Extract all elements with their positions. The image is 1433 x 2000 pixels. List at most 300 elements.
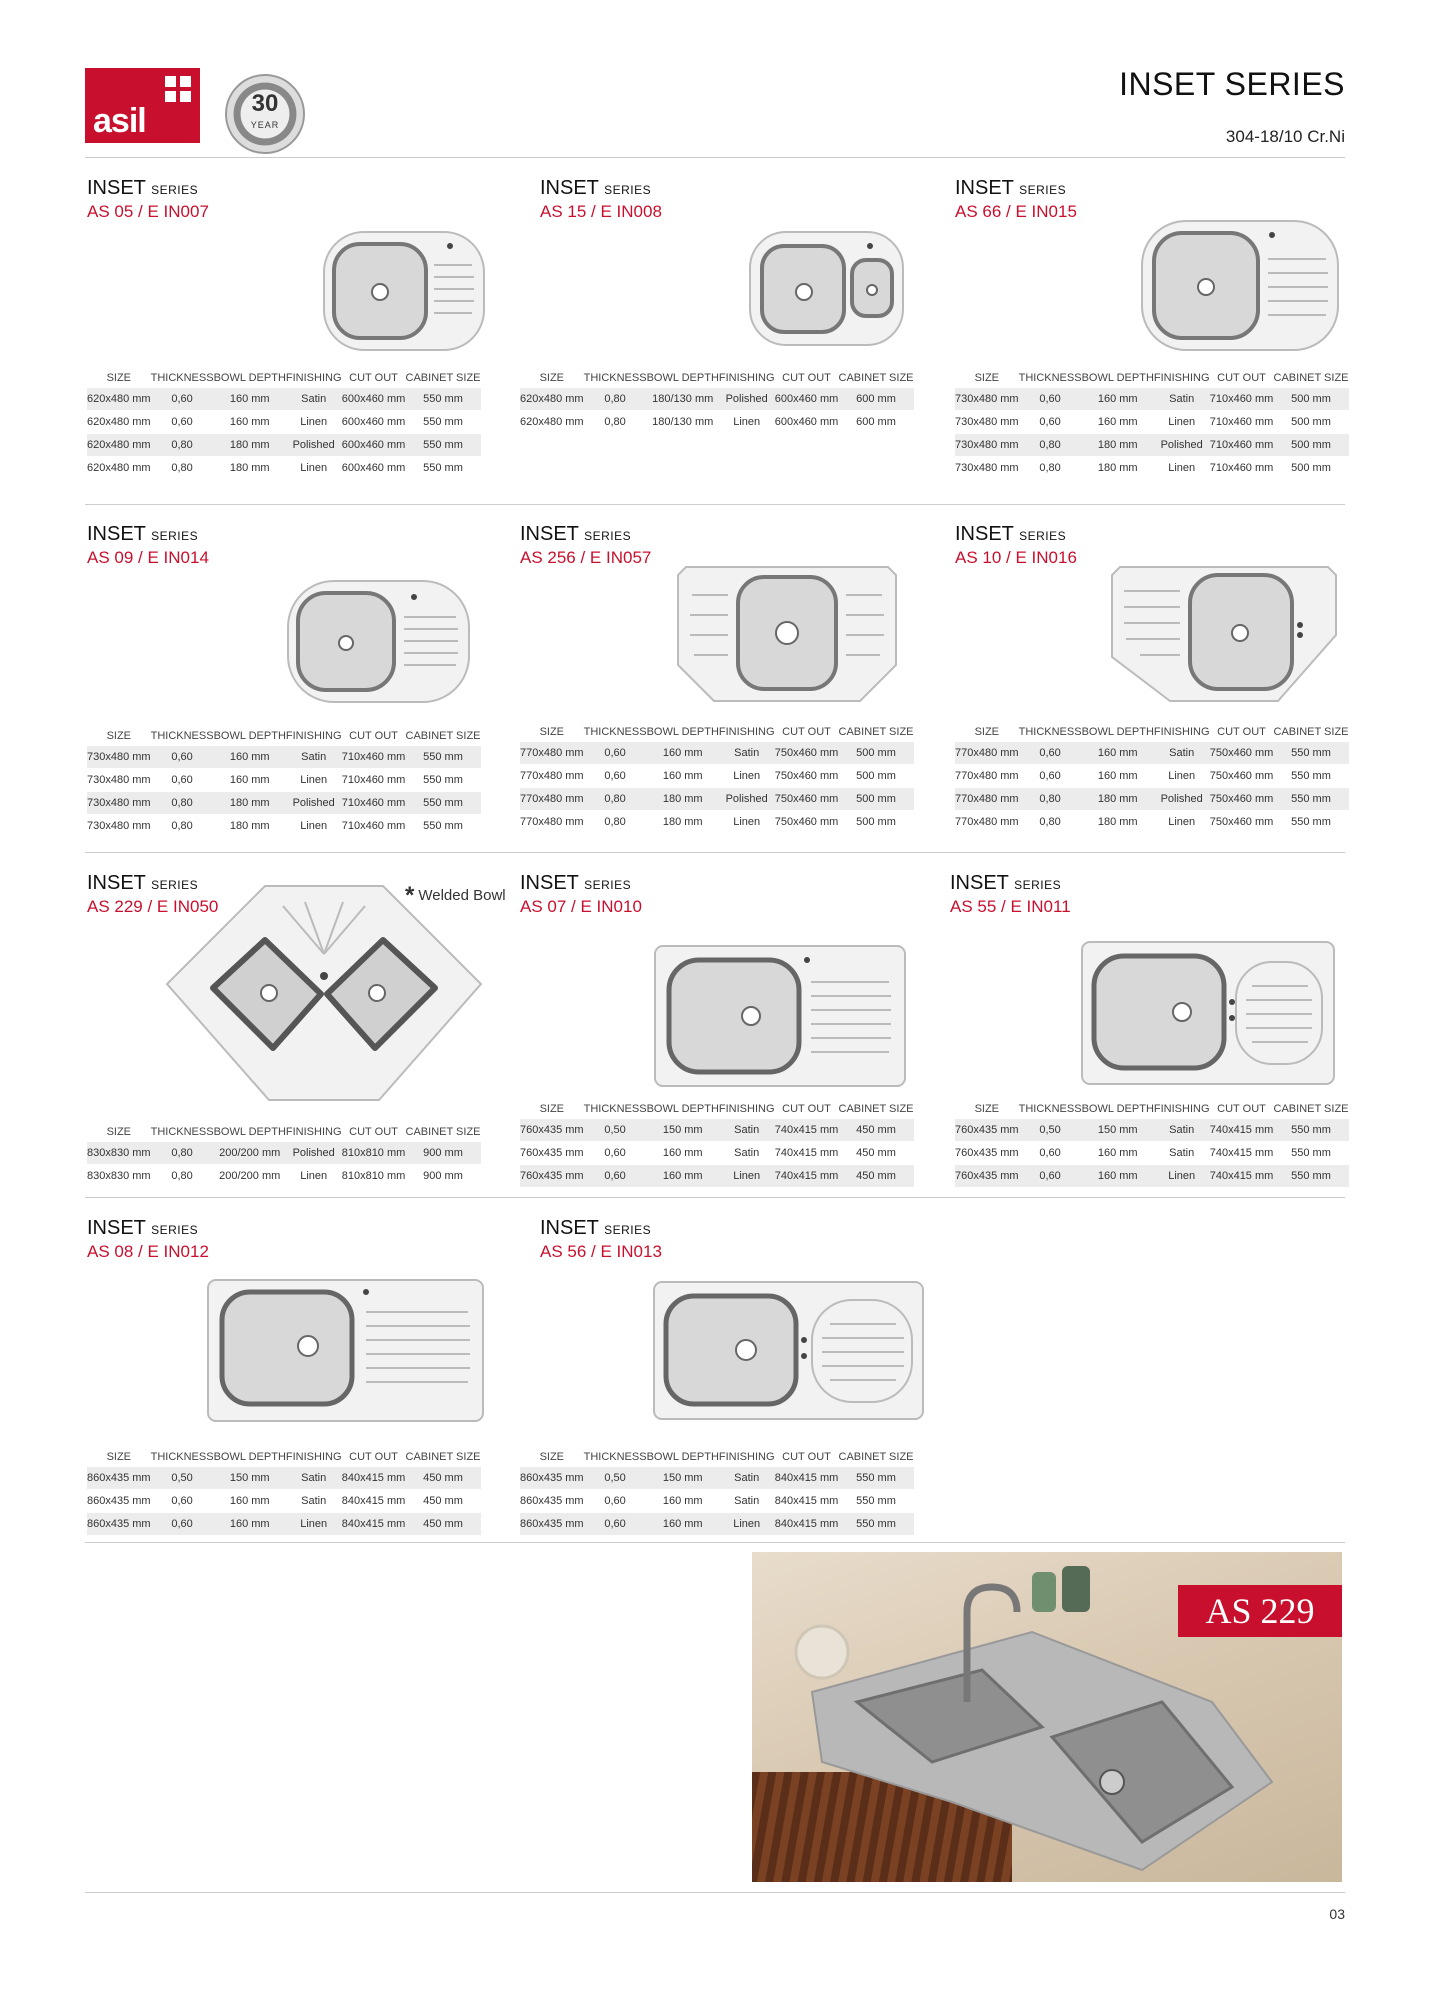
table-cell: 0,80 [151,457,214,480]
table-cell: 160 mm [1082,742,1154,765]
model-code: AS 05 / E IN007 [87,202,209,221]
table-cell: 160 mm [647,765,719,788]
product-heading [87,1217,209,1262]
table-cell: 160 mm [1082,765,1154,788]
table-row [520,1513,914,1536]
table-cell: 500 mm [1274,457,1349,480]
table-cell: Linen [719,765,775,788]
table-cell: 0,80 [151,792,214,815]
column-header: BOWL DEPTH [1081,1102,1154,1115]
table-row [955,1142,1349,1165]
column-header: BOWL DEPTH [1081,371,1154,384]
table-cell: Satin [719,1119,775,1142]
table-cell: 550 mm [1274,811,1349,834]
table-cell: 180 mm [214,815,286,838]
table-cell: 750x460 mm [1210,765,1274,788]
series-name: INSET [87,177,146,199]
table-cell: 160 mm [1082,411,1154,434]
table-cell: 160 mm [1082,1165,1154,1188]
table-cell: 160 mm [647,1142,719,1165]
table-cell: 550 mm [406,411,481,434]
table-cell: 810x810 mm [342,1165,406,1188]
table-cell: 0,80 [584,788,647,811]
table-cell: Polished [286,792,342,815]
product-heading [520,523,651,568]
table-row [955,742,1349,765]
table-cell: 730x480 mm [955,434,1019,457]
table-cell: 740x415 mm [1210,1142,1274,1165]
column-header: SIZE [974,725,1000,738]
table-cell: 550 mm [406,769,481,792]
spec-table [520,1098,914,1188]
model-code: AS 08 / E IN012 [87,1242,209,1261]
column-header: CABINET SIZE [405,1450,481,1463]
table-cell: 0,50 [151,1467,214,1490]
table-cell: 0,60 [1019,1142,1082,1165]
series-word: SERIES [1019,529,1067,543]
table-cell: 730x480 mm [87,792,151,815]
table-cell: Polished [286,434,342,457]
column-header: SIZE [539,1450,565,1463]
table-cell: 550 mm [406,792,481,815]
table-cell: 750x460 mm [1210,811,1274,834]
table-cell: 710x460 mm [342,815,406,838]
table-cell: 0,80 [584,811,647,834]
column-header: CABINET SIZE [1273,725,1349,738]
table-cell: 600x460 mm [342,411,406,434]
table-cell: 0,60 [584,765,647,788]
table-cell: 770x480 mm [520,765,584,788]
product-heading [955,177,1077,222]
table-cell: 770x480 mm [520,788,584,811]
table-cell: 770x480 mm [955,742,1019,765]
column-header: SIZE [539,1102,565,1115]
table-cell: 0,60 [151,746,214,769]
table-cell: 180 mm [647,811,719,834]
table-cell: 740x415 mm [775,1142,839,1165]
table-cell: 750x460 mm [775,788,839,811]
table-cell: 0,80 [151,1165,214,1188]
column-header: CUT OUT [782,1102,831,1115]
table-cell: 730x480 mm [87,769,151,792]
series-title [87,1217,209,1240]
table-cell: 840x415 mm [342,1513,406,1536]
column-header: CUT OUT [1217,1102,1266,1115]
model-code: AS 10 / E IN016 [955,548,1077,567]
table-cell: 160 mm [214,411,286,434]
column-header: SIZE [539,725,565,738]
column-header: FINISHING [718,1450,775,1463]
table-cell: 160 mm [647,1513,719,1536]
table-cell: 160 mm [647,1165,719,1188]
table-cell: Satin [719,1142,775,1165]
table-cell: Satin [286,388,342,411]
series-word: SERIES [604,1223,652,1237]
model-code: AS 56 / E IN013 [540,1242,662,1261]
table-row [87,815,481,838]
table-cell: 840x415 mm [775,1490,839,1513]
table-cell: 500 mm [1274,411,1349,434]
series-name: INSET [87,1217,146,1239]
product-heading [87,177,209,222]
table-cell: 620x480 mm [87,457,151,480]
spec-table [520,1446,914,1536]
series-word: SERIES [151,1223,199,1237]
table-cell: 830x830 mm [87,1142,151,1165]
column-header: CABINET SIZE [838,371,914,384]
table-cell: 500 mm [839,788,914,811]
column-header: CABINET SIZE [405,729,481,742]
sink-image-as55 [1080,940,1336,1086]
series-name: INSET [87,523,146,545]
table-cell: 150 mm [647,1467,719,1490]
series-name: INSET [955,177,1014,199]
column-header: FINISHING [1153,1102,1210,1115]
column-header: CUT OUT [782,725,831,738]
table-cell: 550 mm [1274,1142,1349,1165]
table-cell: 180 mm [1082,457,1154,480]
table-row [520,1467,914,1490]
table-cell: 0,60 [151,411,214,434]
sink-image-as66 [1140,219,1340,352]
series-word: SERIES [151,529,199,543]
table-cell: Polished [286,1142,342,1165]
divider [85,504,1345,505]
table-cell: 0,60 [151,1513,214,1536]
table-cell: 770x480 mm [955,765,1019,788]
model-code: AS 55 / E IN011 [950,897,1071,916]
table-cell: 840x415 mm [342,1490,406,1513]
table-cell: 710x460 mm [1210,434,1274,457]
table-row [955,1119,1349,1142]
column-header: CUT OUT [349,1125,398,1138]
table-cell: 600 mm [839,411,914,434]
table-cell: 0,50 [584,1467,647,1490]
table-cell: 450 mm [839,1119,914,1142]
table-row [87,1165,481,1188]
table-cell: 160 mm [214,388,286,411]
table-cell: Satin [1154,742,1210,765]
table-cell: 860x435 mm [520,1490,584,1513]
table-cell: Linen [1154,1165,1210,1188]
table-cell: 0,80 [1019,457,1082,480]
table-row [520,1165,914,1188]
page-title: INSET SERIES [1119,66,1345,102]
column-header: CUT OUT [349,729,398,742]
column-header: CABINET SIZE [838,1450,914,1463]
column-header: BOWL DEPTH [213,729,286,742]
table-cell: Linen [1154,811,1210,834]
table-cell: 600x460 mm [775,411,839,434]
table-cell: 550 mm [839,1513,914,1536]
column-header: SIZE [539,371,565,384]
table-row [520,811,914,834]
table-cell: 710x460 mm [342,792,406,815]
table-cell: 180 mm [1082,811,1154,834]
spec-table [87,367,481,480]
sink-image-as09 [286,579,471,704]
table-cell: Linen [286,1165,342,1188]
logo-square [165,76,176,87]
model-code: AS 09 / E IN014 [87,548,209,567]
table-cell: 730x480 mm [955,388,1019,411]
series-title [540,177,662,200]
column-header: BOWL DEPTH [213,371,286,384]
series-word: SERIES [584,529,632,543]
table-cell: 0,60 [151,769,214,792]
divider [85,157,1345,158]
column-header: SIZE [974,1102,1000,1115]
table-cell: 550 mm [406,746,481,769]
spec-table [520,367,914,434]
table-row [87,1513,481,1536]
table-cell: 740x415 mm [775,1165,839,1188]
table-cell: Satin [1154,388,1210,411]
table-cell: 180 mm [214,792,286,815]
table-cell: 450 mm [839,1165,914,1188]
model-code: AS 256 / E IN057 [520,548,652,567]
as229-photo [752,1552,1342,1882]
table-cell: 180 mm [214,434,286,457]
table-cell: 550 mm [406,434,481,457]
table-cell: 0,60 [151,388,214,411]
column-header: BOWL DEPTH [646,371,719,384]
table-cell: 180/130 mm [647,411,719,434]
column-header: FINISHING [718,1102,775,1115]
table-cell: 0,80 [151,815,214,838]
table-cell: Linen [719,411,775,434]
table-cell: 730x480 mm [87,815,151,838]
table-cell: Satin [286,1467,342,1490]
table-cell: 710x460 mm [342,769,406,792]
table-cell: 550 mm [1274,1119,1349,1142]
column-header: SIZE [106,1125,132,1138]
table-row [520,742,914,765]
column-header: BOWL DEPTH [646,1102,719,1115]
table-header-row [87,725,481,746]
column-header: THICKNESS [1018,725,1082,738]
table-cell: Linen [286,1513,342,1536]
table-cell: 0,50 [1019,1119,1082,1142]
table-cell: 0,80 [151,1142,214,1165]
table-cell: 750x460 mm [1210,742,1274,765]
table-row [955,434,1349,457]
table-cell: Linen [286,815,342,838]
table-cell: 620x480 mm [87,411,151,434]
table-cell: 160 mm [214,1490,286,1513]
table-row [520,411,914,434]
column-header: BOWL DEPTH [646,1450,719,1463]
spec-table [520,721,914,834]
table-cell: 860x435 mm [87,1490,151,1513]
series-title [950,872,1071,895]
column-header: BOWL DEPTH [1081,725,1154,738]
table-cell: 550 mm [1274,1165,1349,1188]
series-name: INSET [950,872,1009,894]
model-code: AS 15 / E IN008 [540,202,662,221]
product-heading [950,872,1071,917]
table-cell: 200/200 mm [214,1142,286,1165]
table-cell: Polished [719,388,775,411]
table-row [955,388,1349,411]
table-row [87,1490,481,1513]
table-cell: Linen [1154,457,1210,480]
table-cell: 730x480 mm [87,746,151,769]
table-cell: 810x810 mm [342,1142,406,1165]
table-row [955,411,1349,434]
product-heading [87,523,209,568]
table-cell: 750x460 mm [775,765,839,788]
product-heading [540,1217,662,1262]
table-cell: 760x435 mm [520,1119,584,1142]
table-cell: Satin [719,1467,775,1490]
table-cell: Satin [286,1490,342,1513]
table-row [520,788,914,811]
column-header: FINISHING [285,1125,342,1138]
material-spec: 304-18/10 Cr.Ni [1225,127,1345,146]
series-name: INSET [955,523,1014,545]
table-cell: 450 mm [406,1467,481,1490]
series-word: SERIES [604,183,652,197]
table-cell: 550 mm [1274,742,1349,765]
column-header: SIZE [106,371,132,384]
product-heading [540,177,662,222]
table-cell: Linen [1154,411,1210,434]
column-header: CABINET SIZE [1273,1102,1349,1115]
table-cell: 180 mm [1082,434,1154,457]
column-header: THICKNESS [583,371,647,384]
product-heading [955,523,1077,568]
table-cell: 550 mm [1274,765,1349,788]
note-asterisk: * [405,882,415,909]
table-header-row [87,367,481,388]
page-number: 03 [1329,1906,1345,1922]
table-cell: Linen [719,1513,775,1536]
sink-image-as15 [748,230,905,347]
column-header: THICKNESS [150,1450,214,1463]
column-header: CUT OUT [349,371,398,384]
spec-table [87,1121,481,1188]
series-title [87,177,209,200]
table-cell: 0,60 [1019,1165,1082,1188]
table-cell: Linen [719,1165,775,1188]
table-row [520,1119,914,1142]
sink-image-as07 [653,944,907,1088]
table-cell: 600x460 mm [342,457,406,480]
table-row [87,792,481,815]
column-header: FINISHING [718,725,775,738]
logo-square [165,91,176,102]
series-name: INSET [540,177,599,199]
series-word: SERIES [1019,183,1067,197]
table-cell: 0,60 [1019,742,1082,765]
table-row [955,457,1349,480]
table-header-row [520,1446,914,1467]
table-cell: 450 mm [406,1513,481,1536]
model-code: AS 07 / E IN010 [520,897,642,916]
divider [85,852,1345,853]
table-cell: 710x460 mm [1210,388,1274,411]
table-cell: 550 mm [1274,788,1349,811]
column-header: BOWL DEPTH [213,1125,286,1138]
table-cell: 550 mm [406,388,481,411]
table-cell: 770x480 mm [520,811,584,834]
table-cell: 770x480 mm [955,811,1019,834]
column-header: CABINET SIZE [405,1125,481,1138]
column-header: FINISHING [285,1450,342,1463]
table-row [87,434,481,457]
table-cell: 840x415 mm [342,1467,406,1490]
table-cell: Linen [286,769,342,792]
table-cell: Satin [1154,1142,1210,1165]
column-header: THICKNESS [1018,1102,1082,1115]
table-header-row [955,367,1349,388]
column-header: THICKNESS [583,1450,647,1463]
table-cell: 150 mm [1082,1119,1154,1142]
table-cell: 730x480 mm [955,411,1019,434]
table-cell: Satin [719,742,775,765]
table-cell: 760x435 mm [520,1142,584,1165]
table-row [955,1165,1349,1188]
table-cell: 160 mm [214,746,286,769]
column-header: CABINET SIZE [838,725,914,738]
table-cell: 0,60 [584,1513,647,1536]
divider [85,1197,1345,1198]
series-title [955,523,1077,546]
series-title [520,872,642,895]
table-cell: Satin [719,1490,775,1513]
table-cell: 160 mm [1082,1142,1154,1165]
table-cell: 740x415 mm [1210,1165,1274,1188]
sink-image-as05 [322,230,486,352]
column-header: BOWL DEPTH [646,725,719,738]
spec-table [955,721,1349,834]
table-cell: 840x415 mm [775,1467,839,1490]
table-cell: 160 mm [647,1490,719,1513]
column-header: CUT OUT [349,1450,398,1463]
series-title [955,177,1077,200]
column-header: THICKNESS [150,371,214,384]
table-cell: 0,60 [584,742,647,765]
table-cell: 0,80 [1019,811,1082,834]
column-header: CABINET SIZE [1273,371,1349,384]
divider [85,1892,1345,1893]
table-header-row [520,721,914,742]
table-cell: 0,60 [584,1142,647,1165]
table-cell: 550 mm [406,457,481,480]
column-header: SIZE [106,729,132,742]
column-header: THICKNESS [1018,371,1082,384]
table-cell: 500 mm [1274,388,1349,411]
table-cell: 860x435 mm [520,1467,584,1490]
spec-table [87,725,481,838]
table-cell: 900 mm [406,1142,481,1165]
table-row [520,765,914,788]
product-heading [520,872,642,917]
table-cell: 620x480 mm [87,388,151,411]
table-cell: Satin [286,746,342,769]
table-header-row [520,1098,914,1119]
model-code: AS 229 / E IN050 [87,897,219,916]
logo-text: asil [93,102,146,140]
column-header: FINISHING [718,371,775,384]
series-name: INSET [540,1217,599,1239]
table-row [520,1142,914,1165]
column-header: THICKNESS [583,725,647,738]
column-header: THICKNESS [150,1125,214,1138]
table-cell: 0,80 [584,388,647,411]
sink-image-as10 [1110,565,1338,703]
